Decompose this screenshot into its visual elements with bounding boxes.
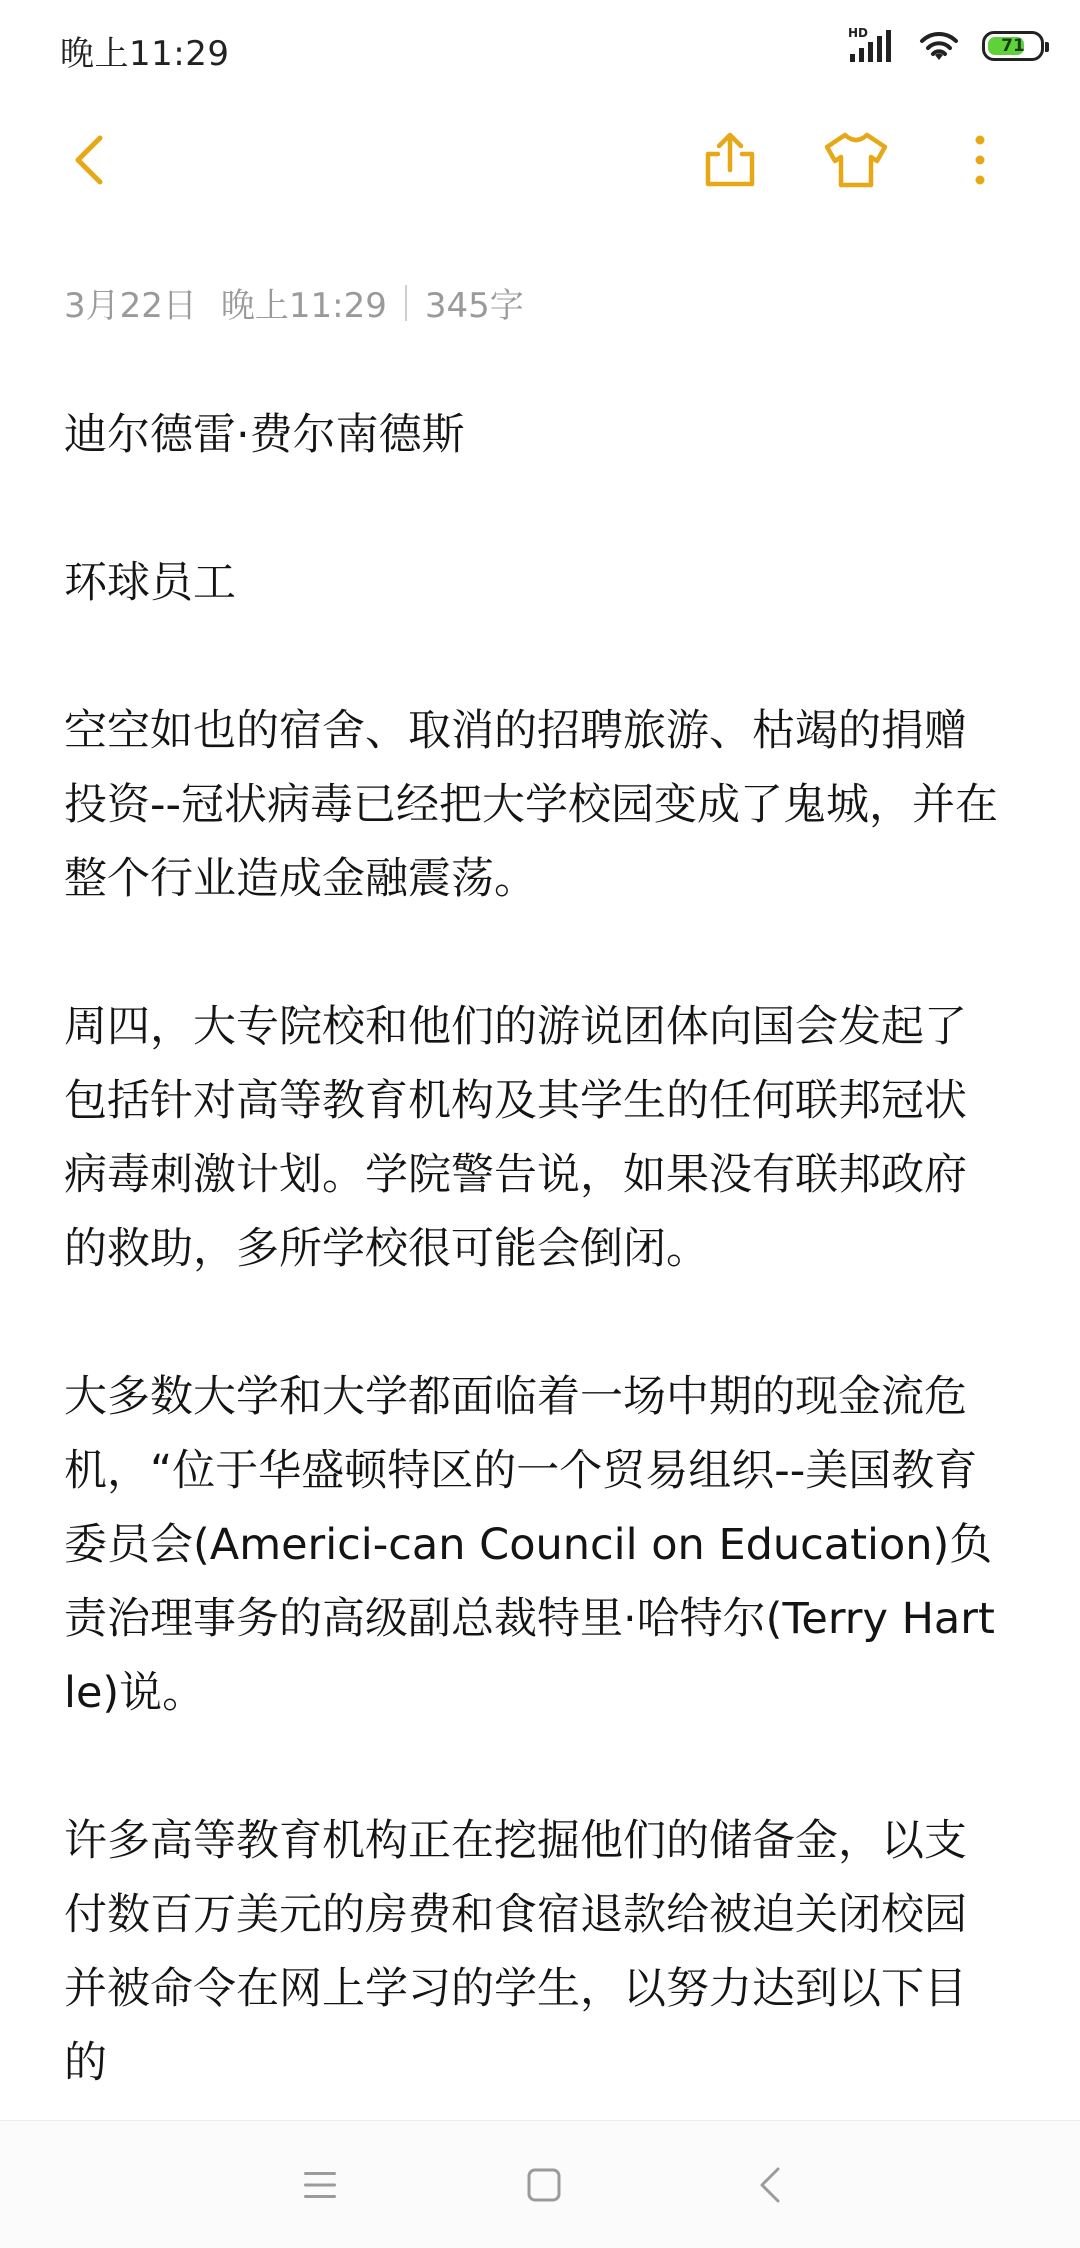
- recent-apps-button[interactable]: [280, 2149, 360, 2221]
- status-time: 晚上11:29: [60, 34, 230, 74]
- note-paragraph: 空空如也的宿舍、取消的招聘旅游、枯竭的捐赠投资--冠状病毒已经把大学校园变成了鬼城，并在整个行业造成金融震荡。: [64, 706, 999, 904]
- status-icons: [848, 22, 1044, 70]
- more-vertical-icon: [970, 132, 990, 188]
- note-date: 3月22日: [64, 286, 197, 326]
- wifi-icon: [918, 29, 960, 63]
- signal-icon: [848, 26, 896, 66]
- note-meta: [64, 278, 524, 327]
- meta-divider: [405, 285, 407, 321]
- theme-button[interactable]: [812, 116, 900, 204]
- more-options-button[interactable]: [936, 116, 1024, 204]
- battery-level: 71: [1001, 35, 1025, 56]
- note-body[interactable]: [64, 398, 1004, 2174]
- chevron-left-icon: [66, 132, 114, 188]
- status-bar: [0, 0, 1080, 96]
- note-time: 晚上11:29: [220, 286, 387, 326]
- battery-cap: [1045, 42, 1049, 52]
- note-paragraph: 环球员工: [64, 558, 236, 608]
- note-paragraph: 许多高等教育机构正在挖掘他们的储备金，以支付数百万美元的房费和食宿退款给被迫关闭校园并被命令在网上学习的学生，以努力达到以下目的: [64, 1816, 967, 2088]
- note-paragraph: 迪尔德雷·费尔南德斯: [64, 410, 465, 460]
- system-nav-bar: [0, 2120, 1080, 2248]
- back-button[interactable]: [46, 116, 134, 204]
- system-back-button[interactable]: [730, 2149, 810, 2221]
- note-toolbar: [0, 110, 1080, 210]
- share-button[interactable]: [686, 116, 774, 204]
- note-word-count: 345字: [424, 286, 524, 326]
- note-paragraph: 大多数大学和大学都面临着一场中期的现金流危机，“位于华盛顿特区的一个贸易组织--美国教育委员会(Americi-can Council on Education)负责治理事务的高级副总裁特里·哈特尔(Terry Hartle)说。: [64, 1372, 995, 1718]
- home-button[interactable]: [504, 2149, 584, 2221]
- menu-icon: [303, 2170, 337, 2200]
- share-icon: [700, 130, 760, 190]
- back-triangle-icon: [758, 2166, 782, 2204]
- home-square-icon: [527, 2168, 561, 2202]
- tshirt-icon: [823, 131, 889, 189]
- network-hd-label: HD: [848, 26, 869, 40]
- battery-icon: [982, 31, 1044, 61]
- note-paragraph: 周四，大专院校和他们的游说团体向国会发起了包括针对高等教育机构及其学生的任何联邦冠状病毒刺激计划。学院警告说，如果没有联邦政府的救助，多所学校很可能会倒闭。: [64, 1002, 967, 1274]
